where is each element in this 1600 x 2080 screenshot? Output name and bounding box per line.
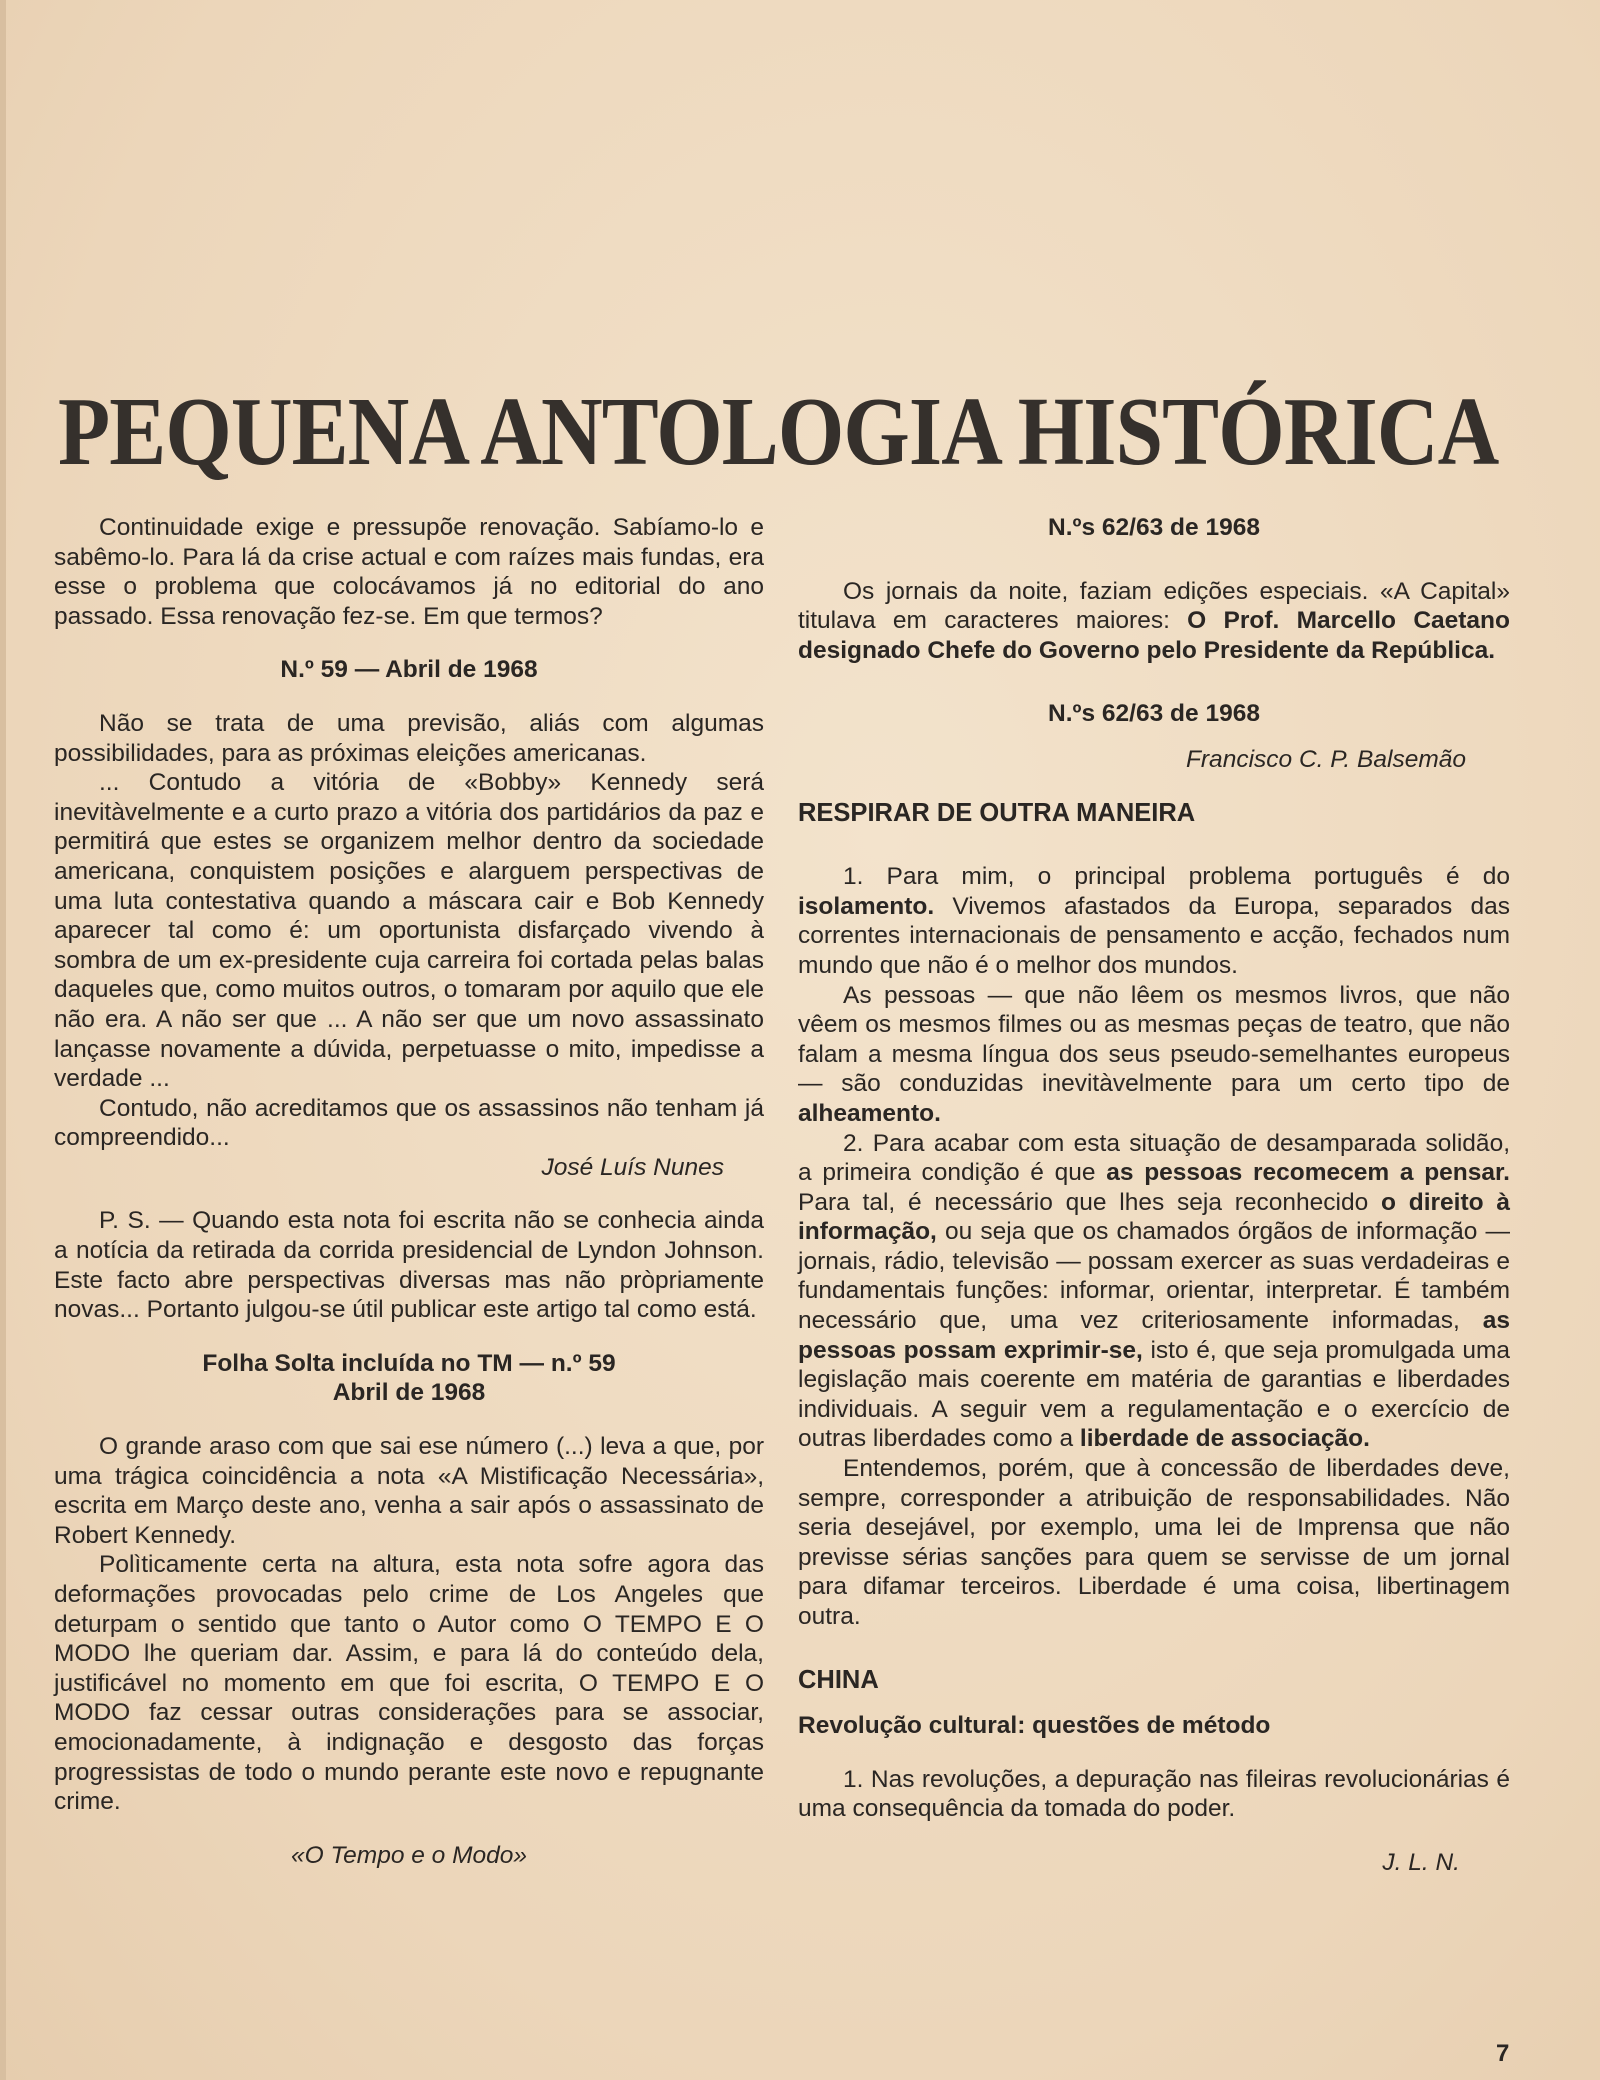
emphasis-text: as pessoas recomecem a pensar. [1106,1159,1510,1187]
page-title: PEQUENA ANTOLOGIA HISTÓRICA [58,377,1499,485]
author-signature: José Luís Nunes [541,1153,724,1181]
article-paragraph [798,577,1510,666]
author-signature: Francisco C. P. Balsemão [1185,745,1466,773]
section-heading-date: Abril de 1968 [332,1379,486,1407]
paragraph-text: 2. Para acabar com esta situação de desamparada solidão, a primeira condição é que [798,1129,1510,1187]
section-heading-62-63: N.ºs 62/63 de 1968 [1048,514,1260,541]
section-heading-folha: Folha Solta incluída no TM — n.º 59 [202,1349,616,1377]
paragraph-text: As pessoas — que não lêem os mesmos livros, que não vêem os mesmos filmes ou as mesmas peças de teatro, que não falam a mesma língua dos seus pseudo-semelhantes europeus — são conduzidas inevitàvelmente para um certo tipo de [798,981,1510,1098]
paragraph-text: ou seja que os chamados órgãos de informação — jornais, rádio, televisão — possam exercer as suas verdadeiras e fundamentais funções: informar, orientar, interpretar. É também necessário que, uma vez criteriosamente informadas, [798,1218,1510,1335]
article-paragraph [798,862,1510,980]
article-paragraph: Contudo, não acreditamos que os assassinos não tenham já compreendido... [54,1094,764,1152]
publication-signature: «O Tempo e o Modo» [290,1841,528,1869]
article-paragraph: Polìticamente certa na altura, esta nota sofre agora das deformações provocadas pelo crime de Los Angeles que deturpam o sentido que tanto o Autor como O TEMPO E O MODO lhe queriam dar. Assim, e para lá do conteúdo dela, justificável no momento em que foi escrita, O TEMPO E O MODO faz cessar outras considerações para se associar, emocionadamente, à indignação e desgosto das forças progressistas de todo o mundo perante este novo e repugnante crime. [54,1551,764,1816]
paragraph-text: 1. Para mim, o principal problema português é do [843,863,1510,891]
emphasis-text: o direito à informação, [798,1188,1510,1246]
subsection-title: Revolução cultural: questões de método [798,1712,1271,1740]
emphasis-text: isolamento. [798,892,935,920]
paragraph-text: Vivemos afastados da Europa, separados das correntes internacionais de pensamento e acção, fechados num mundo que não é o melhor dos mundos. [798,892,1510,979]
section-heading-62-63: N.ºs 62/63 de 1968 [1048,700,1260,728]
left-column [54,513,764,1870]
paragraph-text: Os jornais da noite, faziam edições especiais. «A Capital» titulava em caracteres maiores: [798,577,1510,635]
headline-quote: O Prof. Marcello Caetano designado Chefe do Governo pelo Presidente da República. [798,607,1510,664]
article-paragraph: ... Contudo a vitória de «Bobby» Kennedy será inevitàvelmente e a curto prazo a vitória dos partidários da paz e permitirá que estes se organizem melhor dentro da sociedade americana, conquistem posições e alarguem perspectivas de uma luta contestativa quando a máscara cair e Bob Kennedy aparecer tal como é: um oportunista disfarçado vivendo à sombra de um ex-presidente cuja carreira foi cortada pelas balas daqueles que, como muitos outros, o tomaram por aquilo que ele não era. A não ser que ... A não ser que um novo assassinato lançasse novamente a dúvida, perpetuasse o mito, impedisse a verdade ... [54,769,764,1093]
page-edge [0,0,6,2080]
page-number: 7 [1496,2040,1510,2067]
author-signature: J. L. N. [1382,1848,1460,1876]
emphasis-text: alheamento. [798,1099,941,1127]
section-heading-59: N.º 59 — Abril de 1968 [280,656,538,684]
article-paragraph [798,981,1510,1129]
paragraph-text: isto é, que seja promulgada uma legislação mais coerente em matéria de garantias e liberdades individuais. A seguir vem a regulamentação e o exercício de outras liberdades como a [798,1336,1510,1453]
article-paragraph: Não se trata de uma previsão, aliás com algumas possibilidades, para as próximas eleições americanas. [54,709,764,767]
intro-paragraph: Continuidade exige e pressupõe renovação. Sabíamo-lo e sabêmo-lo. Para lá da crise actual e com raízes mais fundas, era esse o problema que colocávamos já no editorial do ano passado. Essa renovação fez-se. Em que termos? [54,514,764,630]
right-column [798,513,1510,1878]
postscript-paragraph: P. S. — Quando esta nota foi escrita não se conhecia ainda a notícia da retirada da corrida presidencial de Lyndon Johnson. Este facto abre perspectivas diversas mas não pròpriamente novas... Portanto julgou-se útil publicar este artigo tal como está. [54,1207,764,1324]
section-title-respirar: RESPIRAR DE OUTRA MANEIRA [798,798,1196,827]
emphasis-text: liberdade de associação. [1079,1425,1370,1453]
article-paragraph: O grande araso com que sai ese número (...) leva a que, por uma trágica coincidência a nota «A Mistificação Necessária», escrita em Março deste ano, venha a sair após o assassinato de Robert Kennedy. [54,1433,764,1549]
emphasis-text: as pessoas possam exprimir-se, [798,1307,1510,1364]
article-paragraph: 1. Nas revoluções, a depuração nas fileiras revolucionárias é uma consequência da tomada do poder. [798,1765,1510,1823]
paragraph-text: Para tal, é necessário que lhes seja reconhecido [798,1188,1381,1216]
article-paragraph [798,1129,1510,1455]
section-title-china: CHINA [798,1665,879,1694]
article-paragraph: Entendemos, porém, que à concessão de liberdades deve, sempre, corresponder a atribuição de responsabilidades. Não seria desejável, por exemplo, uma lei de Imprensa que não previsse sérias sanções para quem se servisse de um jornal para difamar terceiros. Liberdade é uma coisa, libertinagem outra. [798,1455,1510,1630]
